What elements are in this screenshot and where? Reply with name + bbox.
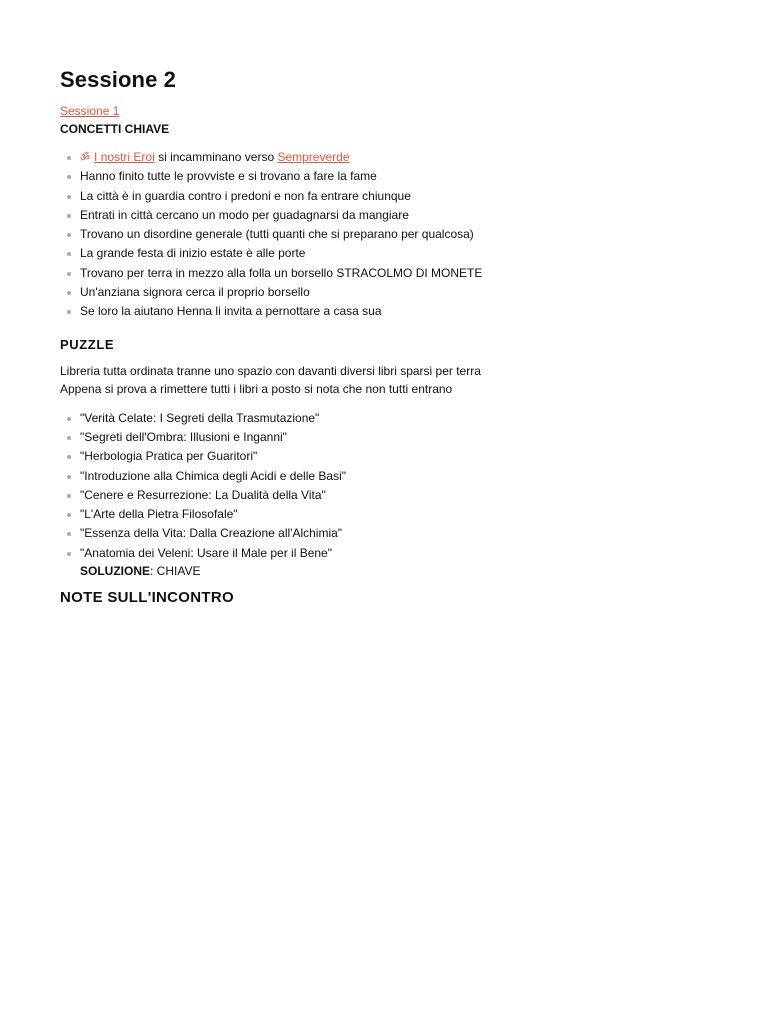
key-concepts-list [60, 148, 708, 322]
list-item: Se loro la aiutano Henna li invita a pernottare a casa sua [80, 302, 708, 321]
list-item: La città è in guardia contro i predoni e non fa entrare chiunque [80, 187, 708, 206]
book-item: "L'Arte della Pietra Filosofale" [80, 505, 708, 524]
puzzle-line: Appena si prova a rimettere tutti i libri a posto si nota che non tutti entrano [60, 381, 453, 396]
list-item: La grande festa di inizio estate è alle porte [80, 244, 708, 263]
list-item: Trovano per terra in mezzo alla folla un borsello STRACOLMO DI MONETE [80, 264, 708, 283]
puzzle-line: Libreria tutta ordinata tranne uno spazio con davanti diversi libri sparsi per terra [60, 363, 481, 378]
list-item: Un'anziana signora cerca il proprio borsello [80, 283, 708, 302]
key-concepts-heading: CONCETTI CHIAVE [60, 122, 170, 136]
puzzle-description [60, 362, 708, 398]
book-list [60, 409, 708, 563]
book-item: "Anatomia dei Veleni: Usare il Male per il Bene" [80, 544, 708, 563]
solution-label: SOLUZIONE [80, 564, 151, 579]
list-item: Hanno finito tutte le provviste e si trovano a fare la fame [80, 167, 708, 186]
sempreverde-link[interactable]: Sempreverde [277, 150, 350, 164]
book-item: "Herbologia Pratica per Guaritori" [80, 447, 708, 466]
book-item: "Cenere e Resurrezione: La Dualità della Vita" [80, 486, 708, 505]
encounter-notes-heading: NOTE SULL'INCONTRO [60, 589, 234, 607]
list-item [80, 148, 708, 167]
book-item: "Segreti dell'Ombra: Illusioni e Inganni" [80, 428, 708, 447]
heroes-link[interactable]: I nostri Eroi [94, 150, 155, 164]
list-item-text: si incamminano verso [154, 150, 278, 164]
book-item: "Essenza della Vita: Dalla Creazione all'Alchimia" [80, 524, 708, 543]
previous-session-link[interactable]: Sessione 1 [60, 104, 120, 118]
solution-value: : CHIAVE [150, 564, 201, 579]
solution-line [80, 563, 708, 581]
list-item: Entrati in città cercano un modo per guadagnarsi da mangiare [80, 206, 708, 225]
page-title: Sessione 2 [60, 67, 176, 92]
puzzle-heading: PUZZLE [60, 336, 115, 352]
book-item: "Introduzione alla Chimica degli Acidi e delle Basi" [80, 467, 708, 486]
book-item: "Verità Celate: I Segreti della Trasmutazione" [80, 409, 708, 428]
list-item: Trovano un disordine generale (tutti quanti che si preparano per qualcosa) [80, 225, 708, 244]
om-icon: ॐ [80, 152, 91, 164]
